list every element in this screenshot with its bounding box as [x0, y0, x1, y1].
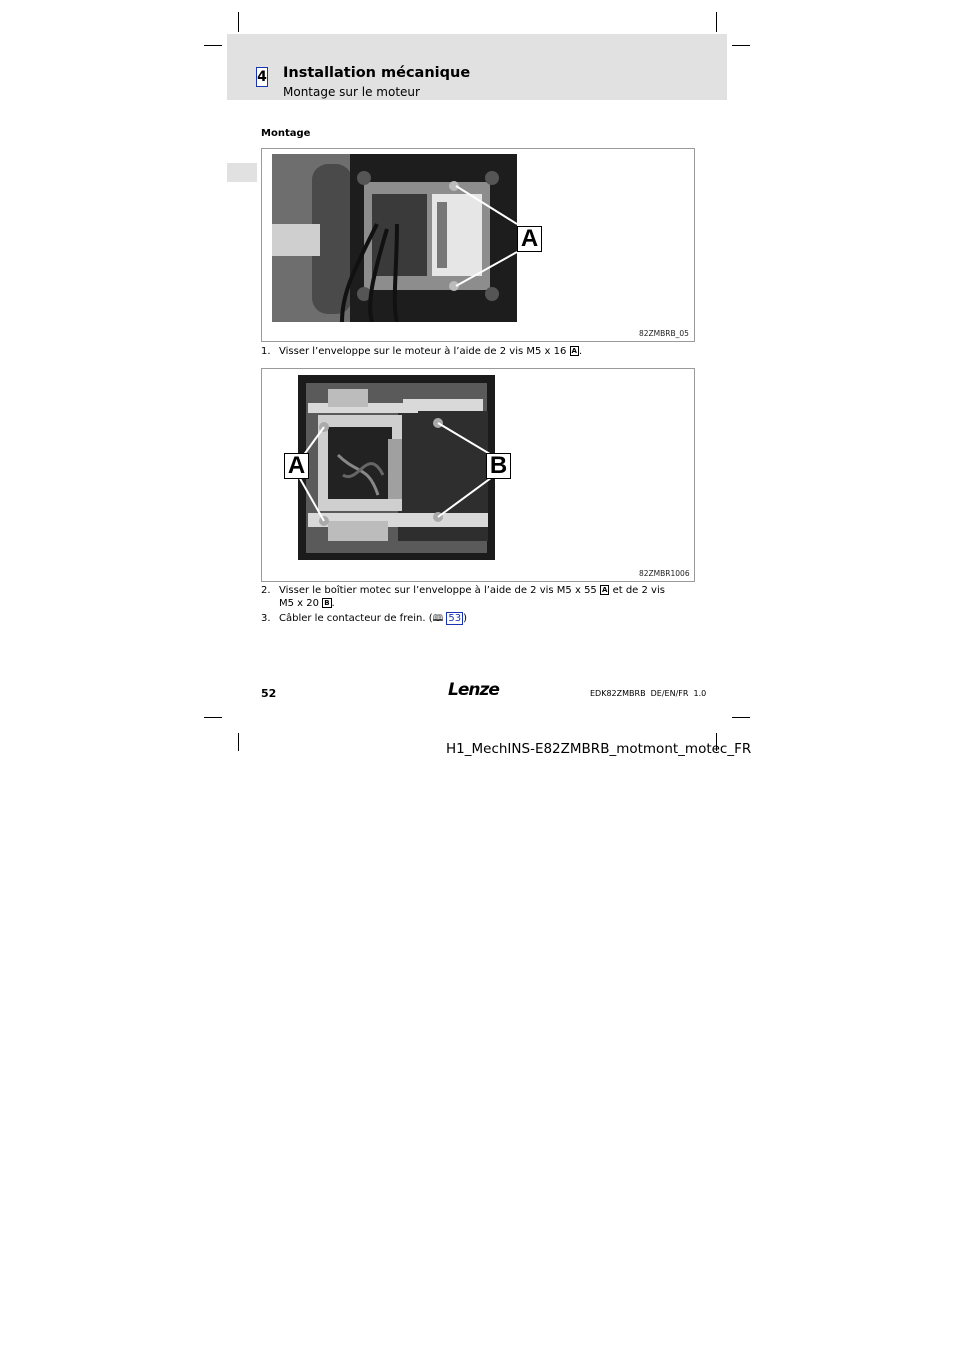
step-text-end: et de 2 vis [609, 585, 665, 596]
figure-2 [261, 368, 695, 582]
step-text-main: Visser l’enveloppe sur le moteur à l’aide de 2 vis M5 x 16 [279, 346, 567, 357]
chapter-number: 4 [257, 69, 267, 85]
step-2 [261, 584, 701, 612]
file-name: H1_MechINS-E82ZMBRB_motmont_motec_FR [446, 741, 752, 757]
motec-photo [298, 375, 495, 560]
document-id: EDK82ZMBRB DE/EN/FR 1.0 [590, 689, 707, 698]
chapter-subtitle: Montage sur le moteur [283, 85, 420, 99]
crop-mark [716, 12, 717, 32]
step-text-main: Visser le boîtier motec sur l’enveloppe à l’aide de 2 vis M5 x 55 [279, 585, 597, 596]
step-3 [261, 612, 701, 626]
step-text-main: Câbler le contacteur de frein. ( [279, 613, 433, 624]
crop-mark [204, 717, 222, 718]
page-link[interactable]: 53 [448, 613, 462, 624]
step-number: 3. [261, 613, 271, 624]
side-tab [227, 163, 257, 182]
label-a: A [517, 226, 542, 252]
step-text-line2 [279, 597, 335, 610]
crop-mark [204, 45, 222, 46]
crop-mark [238, 12, 239, 32]
ref-a: A [601, 586, 608, 594]
lenze-logo: Lenze [448, 680, 499, 700]
figure-code: 82ZMBRB_05 [639, 329, 689, 338]
figure-1 [261, 148, 695, 342]
chapter-title: Installation mécanique [283, 65, 471, 81]
step-number: 2. [261, 585, 271, 596]
motor-photo [272, 154, 517, 322]
label-a: A [284, 453, 309, 479]
ref-a: A [571, 347, 577, 355]
step-text-main: M5 x 20 [279, 598, 319, 609]
book-icon: 🕮 [432, 614, 444, 624]
step-text [279, 612, 467, 626]
step-1 [261, 345, 701, 359]
step-text-end: . [331, 598, 335, 609]
crop-mark [238, 733, 239, 751]
crop-mark [732, 45, 750, 46]
figure-code: 82ZMBR1006 [639, 569, 690, 578]
section-title: Montage [261, 128, 311, 139]
step-text-end: ) [463, 613, 468, 624]
step-text [279, 345, 582, 358]
step-text-end: . [578, 346, 583, 357]
step-number: 1. [261, 346, 271, 357]
step-text-line1 [279, 584, 665, 597]
page-number: 52 [261, 687, 277, 700]
ref-b: B [324, 599, 330, 607]
crop-mark [732, 717, 750, 718]
label-b: B [486, 453, 511, 479]
